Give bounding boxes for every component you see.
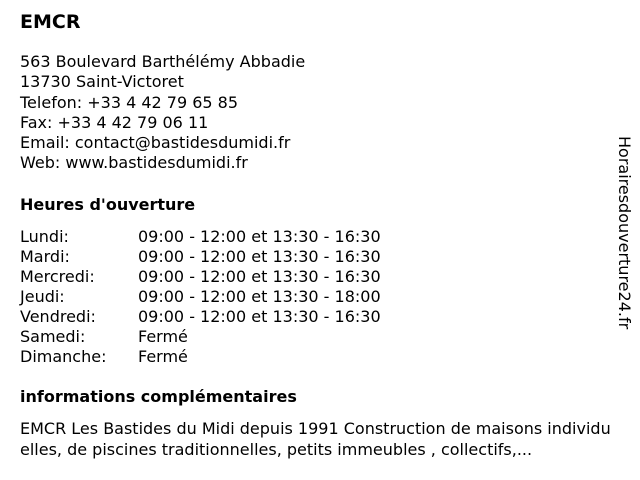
contact-block xyxy=(20,52,618,174)
hours-row-saturday xyxy=(20,327,618,347)
opening-hours-table xyxy=(20,227,618,368)
opening-hours-heading: Heures d'ouverture xyxy=(20,194,196,214)
time-range: Fermé xyxy=(138,347,188,367)
hours-row-friday xyxy=(20,307,618,327)
phone-line: Telefon: +33 4 42 79 65 85 xyxy=(20,92,239,112)
day-label: Samedi: xyxy=(20,327,86,347)
email-line: Email: contact@bastidesdumidi.fr xyxy=(20,133,291,153)
hours-row-sunday xyxy=(20,347,618,367)
day-label: Vendredi: xyxy=(20,307,96,327)
time-range: 09:00 - 12:00 et 13:30 - 16:30 xyxy=(138,246,381,266)
time-range: 09:00 - 12:00 et 13:30 - 16:30 xyxy=(138,226,381,246)
business-listing xyxy=(20,10,618,460)
day-label: Mardi: xyxy=(20,246,70,266)
additional-info-text: EMCR Les Bastides du Midi depuis 1991 Construction de maisons individuelles, de piscines traditionnelles, petits immeubles , collectifs,... xyxy=(20,419,611,460)
hours-row-tuesday xyxy=(20,247,618,267)
day-label: Jeudi: xyxy=(20,287,65,307)
time-range: 09:00 - 12:00 et 13:30 - 16:30 xyxy=(138,307,381,327)
day-label: Lundi: xyxy=(20,226,69,246)
hours-row-thursday xyxy=(20,287,618,307)
day-label: Dimanche: xyxy=(20,347,107,367)
address-street: 563 Boulevard Barthélémy Abbadie xyxy=(20,52,306,71)
hours-row-monday xyxy=(20,227,618,247)
additional-info-heading: informations complémentaires xyxy=(20,387,297,407)
time-range: 09:00 - 12:00 et 13:30 - 16:30 xyxy=(138,266,381,286)
address-city: 13730 Saint-Victoret xyxy=(20,72,184,92)
time-range: 09:00 - 12:00 et 13:30 - 18:00 xyxy=(138,287,381,307)
fax-line: Fax: +33 4 42 79 06 11 xyxy=(20,112,209,132)
time-range: Fermé xyxy=(138,327,188,347)
site-watermark: Horairesdouverture24.fr xyxy=(615,136,634,330)
web-line: Web: www.bastidesdumidi.fr xyxy=(20,153,248,173)
company-name: EMCR xyxy=(20,11,81,33)
hours-row-wednesday xyxy=(20,267,618,287)
day-label: Mercredi: xyxy=(20,266,95,286)
